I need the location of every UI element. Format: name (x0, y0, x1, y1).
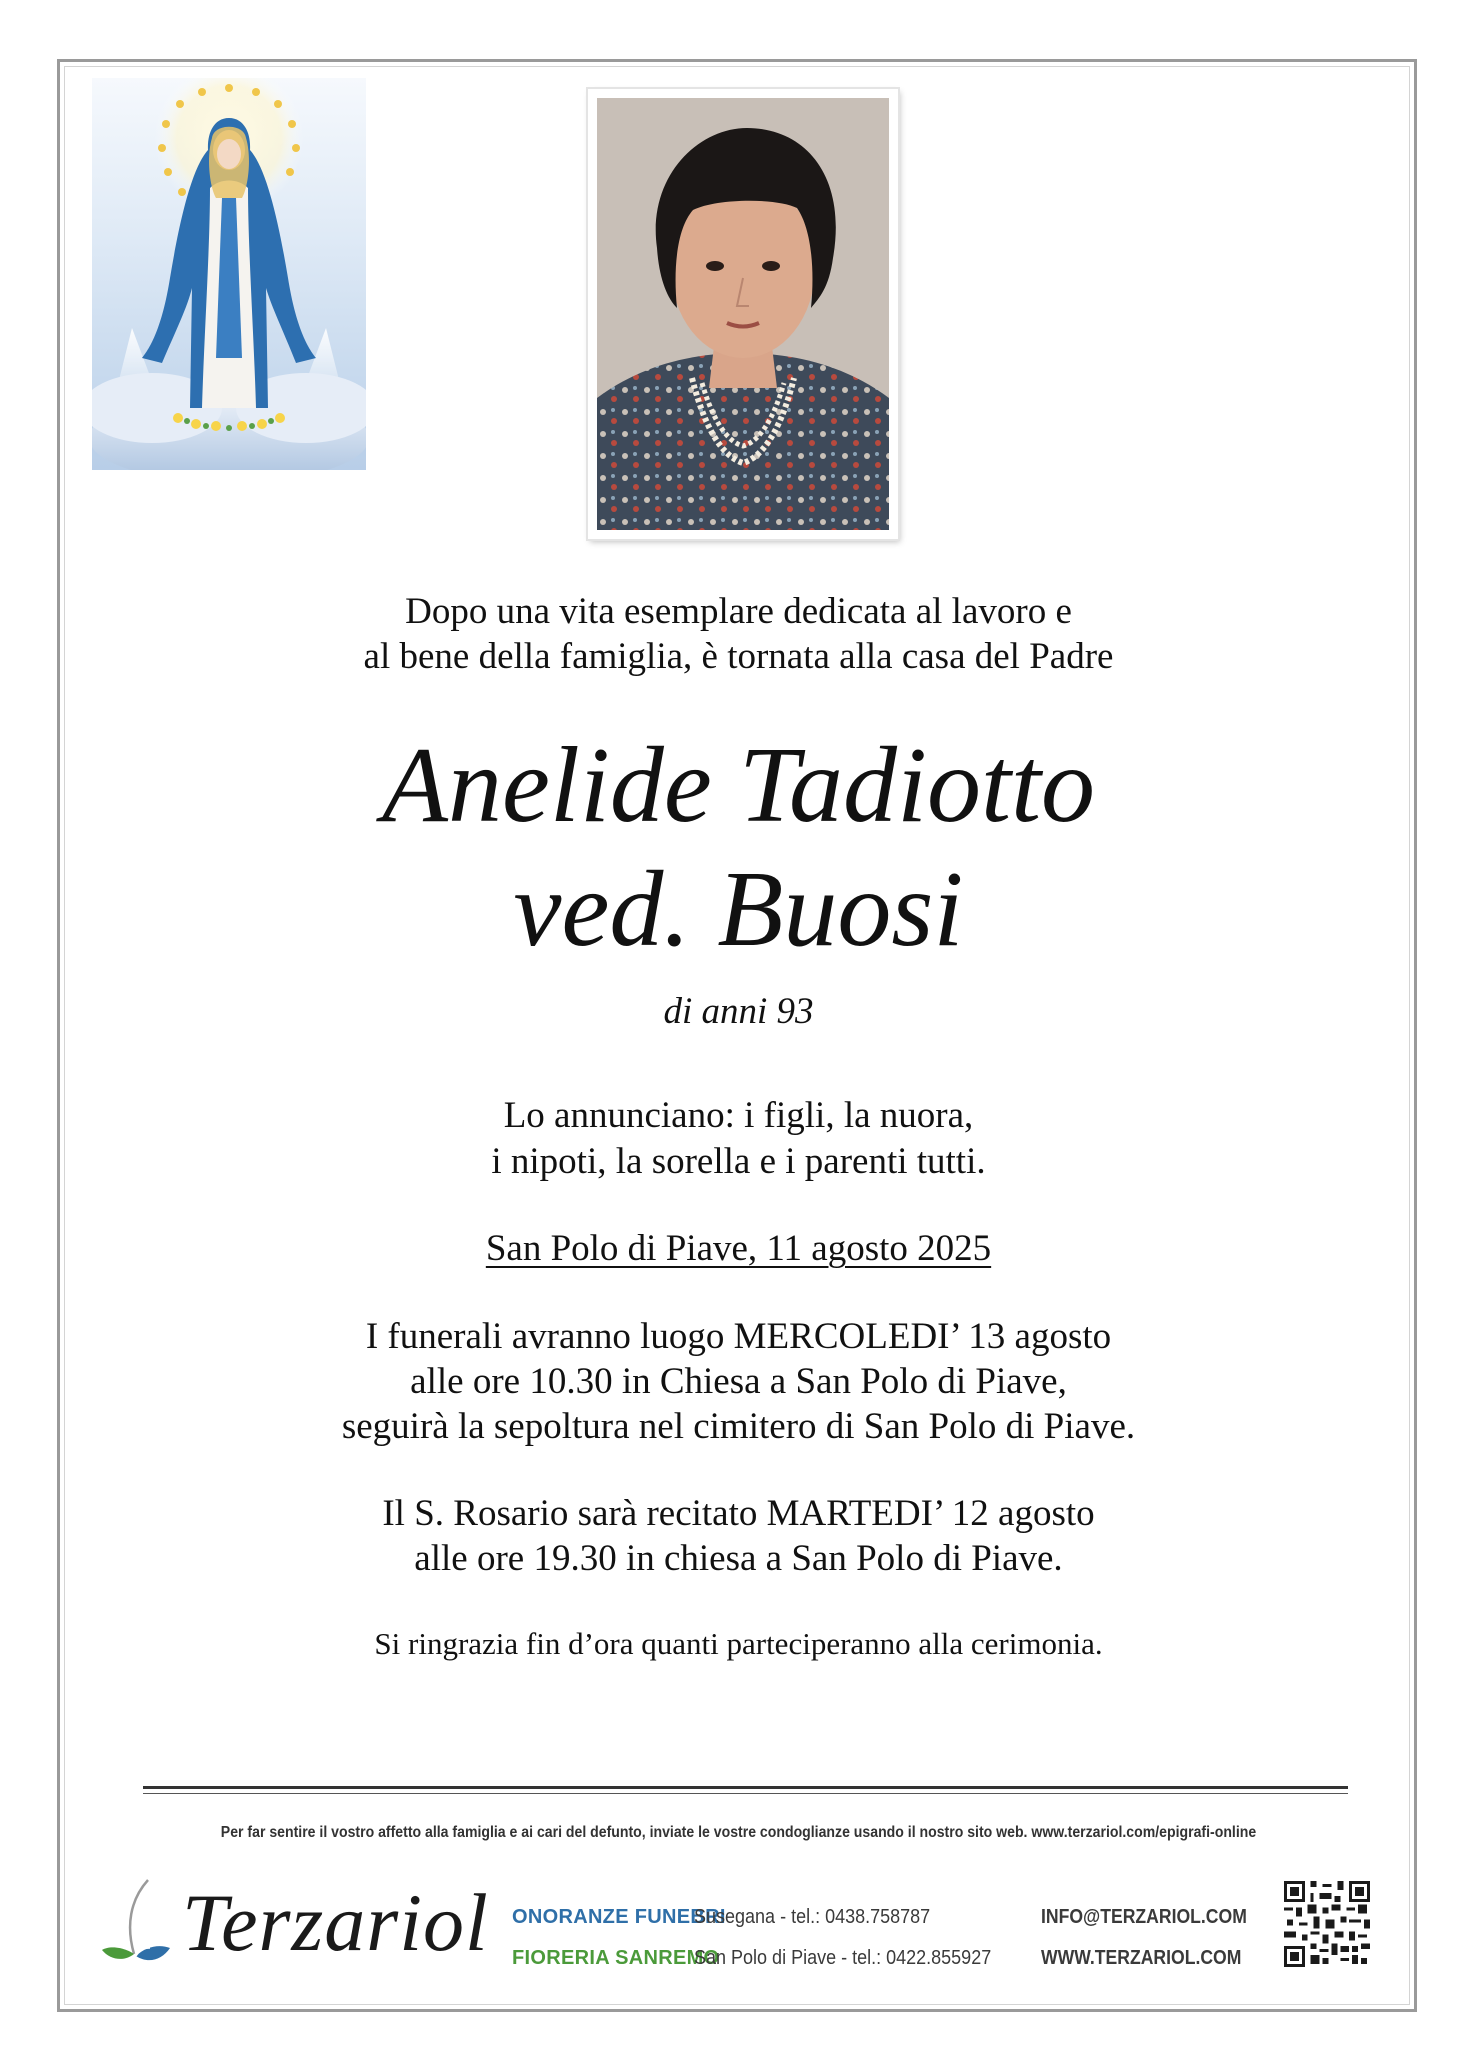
announcement-line-1: Lo annunciano: i figli, la nuora, (503, 1095, 974, 1136)
footer-divider-thin (143, 1793, 1348, 1794)
terzariol-logo (100, 1868, 500, 1978)
web-contacts (1041, 1897, 1247, 1979)
place-date-text: San Polo di Piave, 11 agosto 2025 (485, 1228, 992, 1269)
rosary-line-2: alle ore 19.30 in chiesa a San Polo di Piave. (414, 1538, 1063, 1579)
portrait-photo (588, 89, 898, 539)
madonna-image (92, 78, 366, 470)
portrait-image (597, 98, 889, 530)
deceased-age: di anni 93 (663, 991, 814, 1032)
footer-divider (143, 1786, 1348, 1789)
rosary-line-1: Il S. Rosario sarà recitato MARTEDI’ 12 agosto (382, 1493, 1095, 1534)
contacts (694, 1897, 991, 1979)
contact-san-polo: San Polo di Piave - tel.: 0422.855927 (694, 1947, 992, 1969)
brand-name: Terzariol (182, 1877, 489, 1968)
email-link[interactable]: INFO@TERZARIOL.COM (1041, 1906, 1247, 1928)
announcement-line-2: i nipoti, la sorella e i parenti tutti. (491, 1141, 986, 1182)
funeral-line-1: I funerali avranno luogo MERCOLEDI’ 13 agosto (365, 1316, 1112, 1357)
website-link[interactable]: WWW.TERZARIOL.COM (1041, 1947, 1242, 1969)
intro-text (100, 589, 1377, 679)
funeral-line-3: seguirà la sepoltura nel cimitero di San Polo di Piave. (341, 1406, 1136, 1447)
thanks-text: Si ringrazia fin d’ora quanti parteciperanno alla cerimonia. (374, 1626, 1103, 1661)
deceased-name-line-2: ved. Buosi (513, 850, 964, 969)
service-florist: FIORERIA SANREMO (512, 1947, 720, 1969)
leaf-logo-icon (100, 1876, 180, 1972)
place-date (100, 1226, 1377, 1272)
funeral-line-2: alle ore 10.30 in Chiesa a San Polo di Piave, (410, 1361, 1067, 1402)
qr-code-icon[interactable] (1284, 1881, 1370, 1967)
deceased-name (100, 724, 1377, 972)
service-funeral: ONORANZE FUNEBRI (512, 1906, 726, 1928)
deceased-name-line-1: Anelide Tadiotto (381, 726, 1096, 845)
announcement-text (100, 1093, 1377, 1185)
rosary-info (100, 1491, 1377, 1581)
intro-line-1: Dopo una vita esemplare dedicata al lavoro e (405, 591, 1072, 632)
intro-line-2: al bene della famiglia, è tornata alla casa del Padre (363, 636, 1114, 677)
contact-susegana: Susegana - tel.: 0438.758787 (694, 1906, 931, 1928)
condolences-note: Per far sentire il vostro affetto alla famiglia e ai cari del defunto, inviate le vostre condoglianze usando il nostro sito web. www.terzariol.com/epigrafi-online (220, 1824, 1257, 1841)
funeral-info (100, 1314, 1377, 1449)
